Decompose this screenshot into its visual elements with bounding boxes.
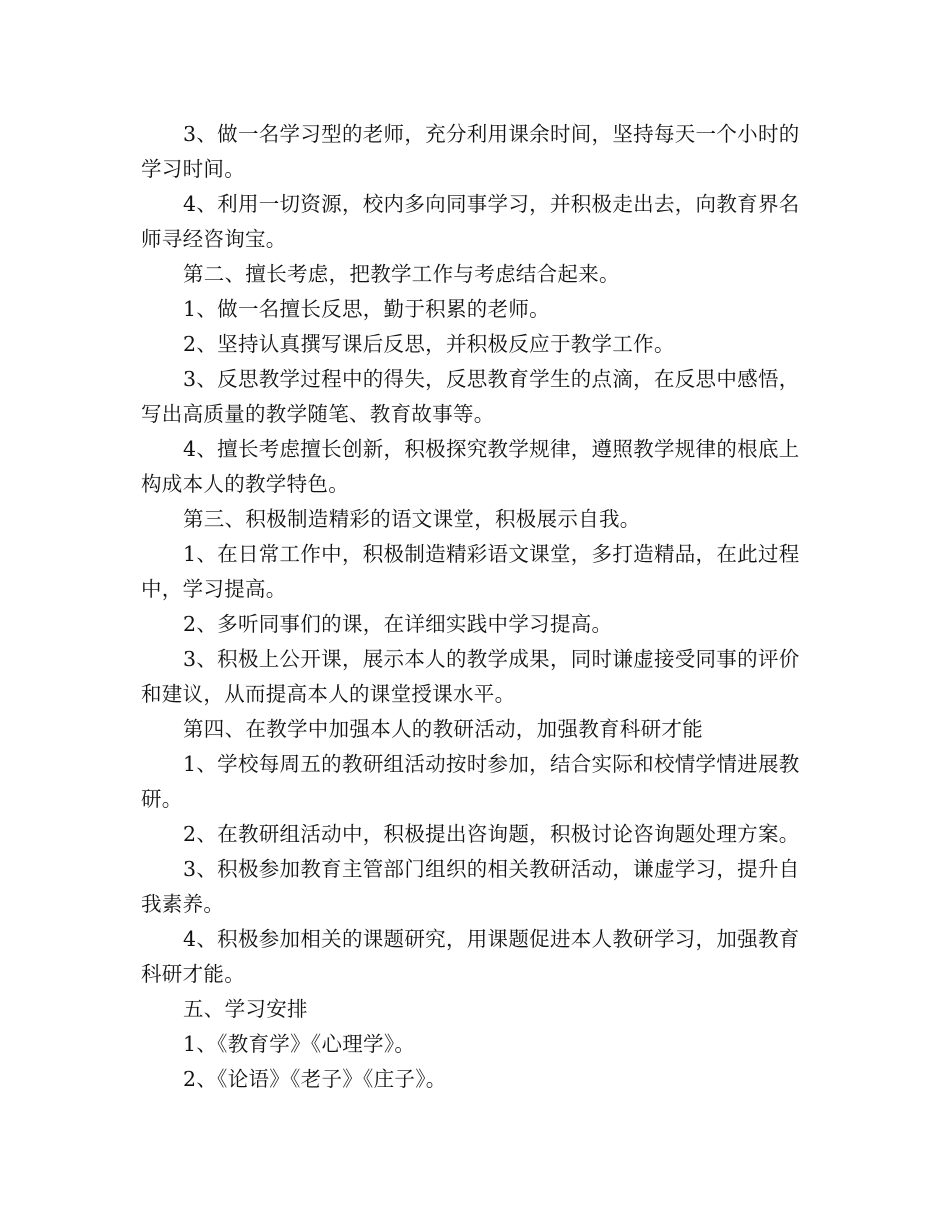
paragraph: 2、《论语》《老子》《庄子》。	[183, 1067, 447, 1091]
paragraph: 3、积极参加教育主管部门组织的相关教研活动，谦虚学习，提升自我素养。	[141, 857, 800, 916]
paragraph: 1、做一名擅长反思，勤于积累的老师。	[183, 297, 550, 321]
section-heading: 第二、擅长考虑，把教学工作与考虑结合起来。	[183, 262, 620, 286]
document-body	[141, 117, 816, 1097]
section-heading: 第四、在教学中加强本人的教研活动，加强教育科研才能	[183, 717, 703, 741]
paragraph: 3、反思教学过程中的得失，反思教育学生的点滴，在反思中感悟，写出高质量的教学随笔、教育故事等。	[141, 367, 800, 426]
paragraph: 4、利用一切资源，校内多向同事学习，并积极走出去，向教育界名师寻经咨询宝。	[141, 192, 800, 251]
paragraph: 2、在教研组活动中，积极提出咨询题，积极讨论咨询题处理方案。	[183, 822, 800, 846]
paragraph: 1、在日常工作中，积极制造精彩语文课堂，多打造精品，在此过程中，学习提高。	[141, 542, 800, 601]
paragraph: 3、做一名学习型的老师，充分利用课余时间，坚持每天一个小时的学习时间。	[141, 122, 800, 181]
paragraph: 3、积极上公开课，展示本人的教学成果，同时谦虚接受同事的评价和建议，从而提高本人的课堂授课水平。	[141, 647, 800, 706]
section-heading: 第三、积极制造精彩的语文课堂，积极展示自我。	[183, 507, 641, 531]
paragraph: 1、《教育学》《心理学》。	[183, 1032, 416, 1056]
paragraph: 4、擅长考虑擅长创新，积极探究教学规律，遵照教学规律的根底上构成本人的教学特色。	[141, 437, 800, 496]
paragraph: 1、学校每周五的教研组活动按时参加，结合实际和校情学情进展教研。	[141, 752, 800, 811]
paragraph: 4、积极参加相关的课题研究，用课题促进本人教研学习，加强教育科研才能。	[141, 927, 800, 986]
section-heading: 五、学习安排	[183, 997, 308, 1021]
paragraph: 2、多听同事们的课，在详细实践中学习提高。	[183, 612, 613, 636]
paragraph: 2、坚持认真撰写课后反思，并积极反应于教学工作。	[183, 332, 675, 356]
